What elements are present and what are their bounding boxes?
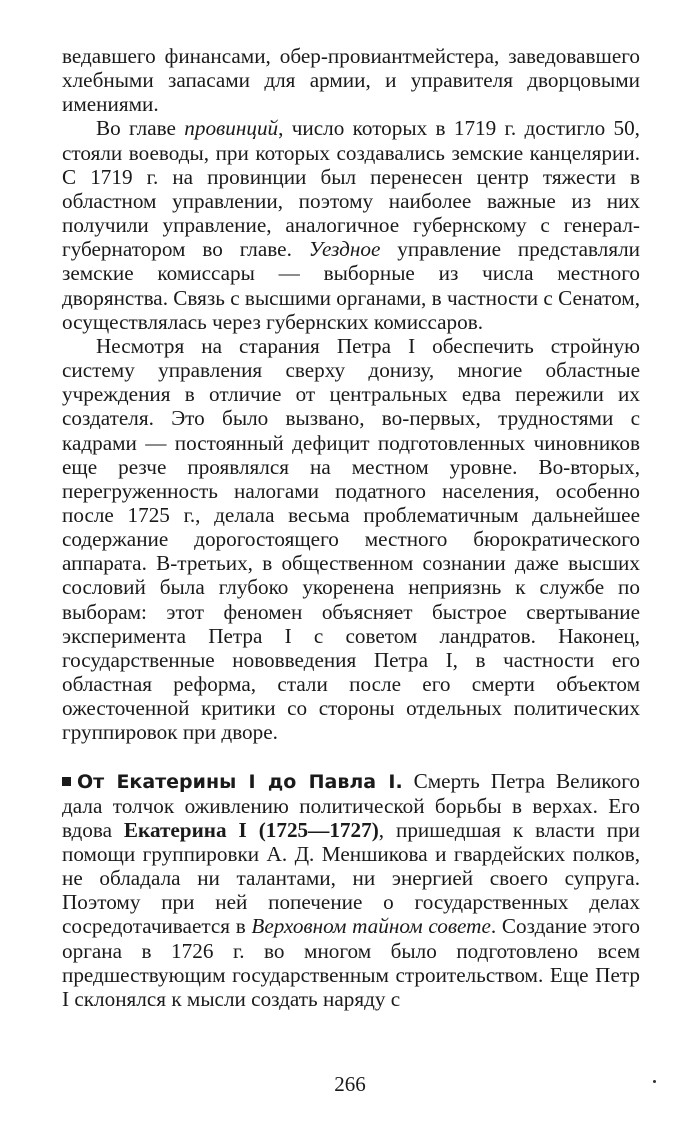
term-catherine-i: Екатерина I (1725—1727): [123, 817, 379, 842]
paragraph-4-text-3: . Создание этого органа в 1726 г. во многом было подготовлено всем предшествующим государственным строительством. Еще Петр I склонялся к мысли создать наряду с: [62, 914, 640, 1011]
page-number: 266: [334, 1072, 366, 1096]
term-supreme-privy-council: Верховном тайном совете: [251, 914, 491, 939]
paragraph-3-text: Несмотря на старания Петра I обеспечить стройную систему управления сверху донизу, многие областные учреждения в отличие от центральных едва пережили их создателя. Это было вызвано, во-первых, трудностями с кадрами — постоянный дефицит подготовленных чиновников еще резче проявлялся на местном уровне. Во-вторых, перегруженность налогами податного населения, особенно после 1725 г., делала весьма проблематичным дальнейшее содержание дорогостоящего местного бюрократического аппарата. В-третьих, в общественном сознании даже высших сословий была глубоко укоренена неприязнь к службе по выборам: этот феномен объясняет быстрое свертывание эксперимента Петра I с советом ландратов. Наконец, государственные нововведения Петра I, в частности его областная реформа, стали после его смерти объектом ожесточенной критики со стороны отдельных политических группировок при дворе.: [62, 333, 640, 745]
paragraph-2: [62, 116, 640, 333]
term-uezdnoe: Уездное: [308, 237, 381, 262]
section-heading: От Екатерины I до Павла I.: [77, 770, 403, 793]
paragraph-2-text-2: , число которых в 1719 г. достигло 50, стояли воеводы, при которых создавались земские канцелярии. С 1719 г. на провинции был перенесен центр тяжести в областном управлении, поэтому наиболее важные из них получили управление, аналогичное губернскому с генерал-губернатором во главе.: [62, 116, 640, 262]
paragraph-1-text: ведавшего финансами, обер-провиантмейстера, заведовавшего хлебными запасами для армии, и управителя дворцовыми имениями.: [62, 44, 640, 117]
paragraph-1: [62, 44, 640, 116]
paragraph-3: [62, 334, 640, 745]
paragraph-4: [62, 769, 640, 1012]
term-provinces: провинций: [184, 116, 279, 141]
paragraph-2-text-1: Во главе: [96, 116, 185, 141]
scan-speck: [653, 1080, 656, 1083]
paragraph-4-text-2: , пришедшая к власти при помощи группировки А. Д. Меншикова и гвардейских полков, не обладала ни талантами, ни энергией своего супруга. Поэтому при ней попечение о государственных делах сосредотачивается в: [62, 817, 640, 939]
text-column: [62, 44, 640, 1011]
paragraph-4-text-1: Смерть Петра Великого дала толчок оживлению политической борьбы в верхах. Его вдова: [62, 768, 640, 842]
section-bullet-icon: [62, 777, 71, 786]
paragraph-2-text-3: управление представляли земские комиссары — выборные из числа местного дворянства. Связь с высшими органами, в частности с Сенатом, осуществлялась через губернских комиссаров.: [62, 237, 640, 334]
